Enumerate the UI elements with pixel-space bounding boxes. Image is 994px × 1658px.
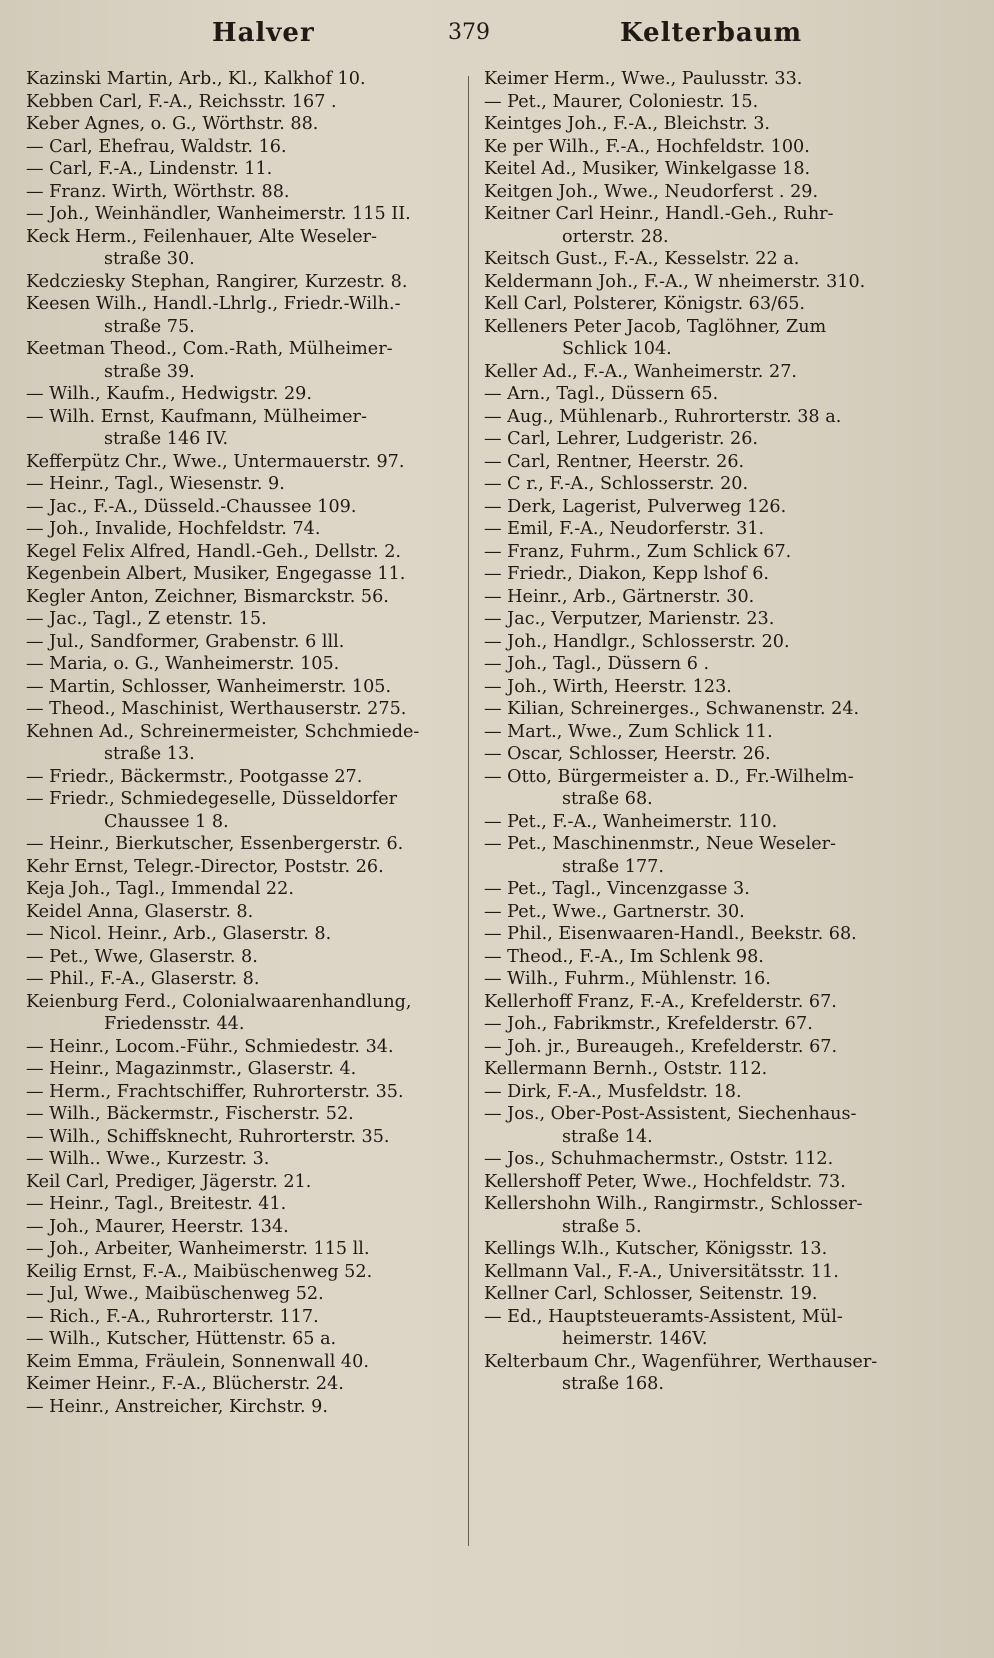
entry-line: — Oscar, Schlosser, Heerstr. 26. [484, 744, 771, 764]
left-column [26, 68, 458, 1418]
directory-entry [26, 1238, 458, 1261]
directory-entry [26, 788, 458, 833]
directory-entry [484, 293, 924, 316]
directory-entry [26, 968, 458, 991]
directory-entry [26, 226, 458, 271]
entry-line: Kelterbaum Chr., Wagenführer, Werthauser- [484, 1351, 878, 1372]
entry-continuation-line: straße 39. [104, 361, 195, 382]
directory-entry [26, 1261, 458, 1284]
entry-line: — Ed., Hauptsteueramts-Assistent, Mül- [484, 1306, 843, 1327]
entry-line: — Joh., Wirth, Heerstr. 123. [484, 676, 732, 697]
entry-line: — Phil., F.-A., Glaserstr. 8. [26, 969, 260, 989]
directory-entry [26, 631, 458, 654]
directory-entry [484, 586, 924, 609]
directory-entry [26, 293, 458, 338]
directory-entry [484, 1103, 924, 1148]
directory-entry [26, 833, 458, 856]
entry-line: — Carl, Lehrer, Ludgeristr. 26. [484, 429, 758, 449]
entry-line: — Otto, Bürgermeister a. D., Fr.-Wilhelm- [484, 766, 854, 787]
entry-line: Keienburg Ferd., Colonialwaarenhandlung, [26, 991, 412, 1012]
directory-entry [484, 1261, 924, 1284]
directory-entry [26, 563, 458, 586]
header-left-keyword: Halver [212, 18, 315, 48]
entry-line: Kellershoff Peter, Wwe., Hochfeldstr. 73. [484, 1171, 846, 1192]
entry-line: Keldermann Joh., F.-A., W nheimerstr. 310. [484, 271, 866, 292]
directory-entry [26, 68, 458, 91]
directory-entry [26, 1328, 458, 1351]
page-header [0, 18, 994, 58]
entry-line: Keber Agnes, o. G., Wörthstr. 88. [26, 114, 319, 134]
directory-entry [484, 901, 924, 924]
directory-entry [26, 878, 458, 901]
directory-entry [484, 158, 924, 181]
entry-line: Keim Emma, Fräulein, Sonnenwall 40. [26, 1351, 369, 1372]
directory-entry [26, 653, 458, 676]
entry-line: Keesen Wilh., Handl.-Lhrlg., Friedr.-Wilh.- [26, 294, 401, 314]
directory-entry [484, 1171, 924, 1194]
entry-line: — Arn., Tagl., Düssern 65. [484, 384, 719, 404]
entry-line: — Joh. jr., Bureaugeh., Krefelderstr. 67. [484, 1036, 838, 1057]
directory-entry [26, 1306, 458, 1329]
entry-line: Keck Herm., Feilenhauer, Alte Weseler- [26, 226, 377, 247]
entry-line: — Heinr., Tagl., Breitestr. 41. [26, 1194, 287, 1214]
entry-line: — Theod., F.-A., Im Schlenk 98. [484, 946, 764, 967]
directory-entry [484, 1238, 924, 1261]
directory-entry [26, 406, 458, 451]
directory-entry [26, 271, 458, 294]
entry-line: Keilig Ernst, F.-A., Maibüschenweg 52. [26, 1261, 373, 1282]
directory-entry [26, 496, 458, 519]
entry-line: — Pet., Wwe., Gartnerstr. 30. [484, 901, 745, 922]
directory-entry [484, 1036, 924, 1059]
entry-line: — Carl, Rentner, Heerstr. 26. [484, 451, 745, 472]
directory-entry [26, 1283, 458, 1306]
entry-line: — Pet., Wwe, Glaserstr. 8. [26, 946, 258, 967]
entry-line: — Heinr., Bierkutscher, Essenbergerstr. 6. [26, 834, 404, 854]
directory-entry [26, 1058, 458, 1081]
entry-line: Keintges Joh., F.-A., Bleichstr. 3. [484, 114, 770, 134]
entry-line: — Wilh., Kaufm., Hedwigstr. 29. [26, 384, 312, 404]
entry-continuation-line: Friedensstr. 44. [104, 1014, 245, 1034]
entry-continuation-line: Chaussee 1 8. [104, 811, 229, 832]
entry-line: — C r., F.-A., Schlosserstr. 20. [484, 474, 749, 494]
directory-entry [26, 338, 458, 383]
entry-continuation-line: straße 30. [104, 249, 195, 269]
entry-continuation-line: straße 75. [104, 316, 195, 337]
directory-entry [26, 136, 458, 159]
directory-entry [484, 428, 924, 451]
directory-entry [484, 451, 924, 474]
entry-line: — Martin, Schlosser, Wanheimerstr. 105. [26, 676, 392, 697]
entry-line: — Joh., Maurer, Heerstr. 134. [26, 1216, 289, 1237]
entry-line: — Maria, o. G., Wanheimerstr. 105. [26, 654, 340, 674]
entry-continuation-line: straße 177. [562, 856, 664, 877]
directory-entry [484, 766, 924, 811]
entry-line: — Jac., F.-A., Düsseld.-Chaussee 109. [26, 496, 357, 517]
entry-line: Keja Joh., Tagl., Immendal 22. [26, 879, 294, 899]
directory-entry [484, 631, 924, 654]
directory-entry [26, 1351, 458, 1374]
entry-line: Kellerhoff Franz, F.-A., Krefelderstr. 67. [484, 991, 837, 1012]
page-number: 379 [448, 20, 490, 45]
entry-line: Keitsch Gust., F.-A., Kesselstr. 22 a. [484, 249, 800, 269]
entry-line: Kehnen Ad., Schreinermeister, Schchmiede- [26, 721, 420, 742]
entry-line: — Mart., Wwe., Zum Schlick 11. [484, 721, 773, 742]
entry-continuation-line: straße 13. [104, 744, 195, 764]
entry-line: — Joh., Invalide, Hochfeldstr. 74. [26, 519, 321, 539]
entry-line: — Wilh., Bäckermstr., Fischerstr. 52. [26, 1104, 354, 1124]
entry-continuation-line: straße 68. [562, 789, 653, 809]
directory-entry [484, 203, 924, 248]
entry-line: Keitner Carl Heinr., Handl.-Geh., Ruhr- [484, 204, 834, 224]
entry-line: — Friedr., Schmiedegeselle, Düsseldorfer [26, 789, 398, 809]
directory-entry [26, 991, 458, 1036]
directory-entry [26, 91, 458, 114]
directory-entry [484, 361, 924, 384]
entry-line: — Wilh. Ernst, Kaufmann, Mülheimer- [26, 406, 367, 427]
directory-entry [26, 158, 458, 181]
directory-entry [484, 541, 924, 564]
entry-line: Kell Carl, Polsterer, Königstr. 63/65. [484, 294, 805, 314]
entry-line: — Friedr., Diakon, Kepp lshof 6. [484, 564, 770, 584]
entry-line: — Phil., Eisenwaaren-Handl., Beekstr. 68. [484, 924, 857, 944]
entry-line: Keimer Heinr., F.-A., Blücherstr. 24. [26, 1374, 344, 1394]
entry-line: Keil Carl, Prediger, Jägerstr. 21. [26, 1171, 312, 1192]
directory-entry [26, 473, 458, 496]
directory-entry [484, 721, 924, 744]
directory-entry [484, 1351, 924, 1396]
entry-line: Keidel Anna, Glaserstr. 8. [26, 901, 254, 922]
directory-entry [26, 383, 458, 406]
directory-entry [484, 406, 924, 429]
directory-entry [26, 1171, 458, 1194]
entry-line: — Heinr., Tagl., Wiesenstr. 9. [26, 474, 285, 494]
entry-line: — Joh., Handlgr., Schlosserstr. 20. [484, 631, 790, 652]
entry-line: — Pet., Tagl., Vincenzgasse 3. [484, 879, 750, 899]
entry-line: — Nicol. Heinr., Arb., Glaserstr. 8. [26, 924, 332, 944]
entry-line: Kehr Ernst, Telegr.-Director, Poststr. 26. [26, 856, 384, 877]
entry-line: Ke per Wilh., F.-A., Hochfeldstr. 100. [484, 136, 810, 157]
directory-entry [26, 586, 458, 609]
entry-line: Kegler Anton, Zeichner, Bismarckstr. 56. [26, 586, 389, 607]
entry-line: — Jul, Wwe., Maibüschenweg 52. [26, 1284, 324, 1304]
directory-entry [484, 653, 924, 676]
entry-line: — Pet., F.-A., Wanheimerstr. 110. [484, 811, 778, 832]
directory-entry [484, 383, 924, 406]
entry-continuation-line: straße 14. [562, 1126, 653, 1147]
entry-line: Keetman Theod., Com.-Rath, Mülheimer- [26, 339, 393, 359]
entry-line: Kegenbein Albert, Musiker, Engegasse 11. [26, 564, 406, 584]
directory-entry [484, 1013, 924, 1036]
directory-entry [26, 1126, 458, 1149]
entry-line: — Jos., Ober-Post-Assistent, Siechenhaus- [484, 1104, 857, 1124]
entry-line: — Kilian, Schreinerges., Schwanenstr. 24. [484, 699, 860, 719]
entry-continuation-line: heimerstr. 146V. [562, 1329, 708, 1349]
directory-entry [26, 1193, 458, 1216]
directory-entry [484, 563, 924, 586]
entry-line: — Jac., Verputzer, Marienstr. 23. [484, 609, 775, 629]
directory-entry [484, 181, 924, 204]
directory-entry [484, 1081, 924, 1104]
entry-line: Kegel Felix Alfred, Handl.-Geh., Dellstr. 2. [26, 541, 401, 562]
entry-line: Keitgen Joh., Wwe., Neudorferst . 29. [484, 181, 819, 202]
directory-entry [26, 923, 458, 946]
directory-entry [484, 743, 924, 766]
directory-entry [26, 721, 458, 766]
directory-entry [484, 968, 924, 991]
directory-entry [26, 901, 458, 924]
entry-line: — Jos., Schuhmachermstr., Oststr. 112. [484, 1149, 834, 1169]
directory-entry [484, 113, 924, 136]
entry-line: — Joh., Fabrikmstr., Krefelderstr. 67. [484, 1014, 813, 1034]
directory-entry [26, 1036, 458, 1059]
header-right-keyword: Kelterbaum [620, 18, 803, 48]
entry-line: — Aug., Mühlenarb., Ruhrorterstr. 38 a. [484, 406, 842, 427]
entry-line: — Dirk, F.-A., Musfeldstr. 18. [484, 1081, 742, 1102]
entry-line: — Heinr., Arb., Gärtnerstr. 30. [484, 586, 755, 607]
directory-entry [484, 316, 924, 361]
entry-line: Keimer Herm., Wwe., Paulusstr. 33. [484, 69, 803, 89]
directory-entry [484, 136, 924, 159]
entry-line: — Wilh., Kutscher, Hüttenstr. 65 a. [26, 1329, 337, 1349]
directory-entry [26, 1216, 458, 1239]
entry-line: — Pet., Maschinenmstr., Neue Weseler- [484, 834, 836, 854]
directory-entry [26, 518, 458, 541]
directory-entry [484, 91, 924, 114]
directory-entry [484, 811, 924, 834]
entry-line: Kefferpütz Chr., Wwe., Untermauerstr. 97. [26, 451, 405, 472]
directory-entry [26, 766, 458, 789]
directory-entry [26, 946, 458, 969]
entry-line: — Carl, F.-A., Lindenstr. 11. [26, 159, 273, 179]
directory-entry [484, 1193, 924, 1238]
entry-line: — Jul., Sandformer, Grabenstr. 6 lll. [26, 631, 345, 652]
entry-continuation-line: straße 168. [562, 1374, 664, 1394]
entry-line: Kelleners Peter Jacob, Taglöhner, Zum [484, 316, 827, 337]
directory-entry [26, 1373, 458, 1396]
directory-entry [484, 68, 924, 91]
directory-entry [26, 113, 458, 136]
entry-line: — Herm., Frachtschiffer, Ruhrorterstr. 35. [26, 1081, 404, 1102]
directory-entry [484, 923, 924, 946]
directory-entry [26, 203, 458, 226]
entry-line: Kellings W.lh., Kutscher, Königsstr. 13. [484, 1239, 828, 1259]
directory-entry [26, 541, 458, 564]
directory-entry [26, 608, 458, 631]
entry-line: — Rich., F.-A., Ruhrorterstr. 117. [26, 1306, 319, 1327]
entry-line: — Friedr., Bäckermstr., Pootgasse 27. [26, 766, 363, 787]
entry-line: Kellermann Bernh., Oststr. 112. [484, 1059, 768, 1079]
entry-continuation-line: straße 5. [562, 1216, 642, 1237]
entry-line: — Theod., Maschinist, Werthauserstr. 275. [26, 699, 407, 719]
directory-entry [484, 833, 924, 878]
entry-line: Kellmann Val., F.-A., Universitätsstr. 11. [484, 1261, 839, 1282]
entry-line: — Joh., Tagl., Düssern 6 . [484, 654, 710, 674]
entry-continuation-line: Schlick 104. [562, 339, 672, 359]
entry-line: — Derk, Lagerist, Pulverweg 126. [484, 496, 787, 517]
directory-entry [484, 1058, 924, 1081]
entry-line: — Franz, Fuhrm., Zum Schlick 67. [484, 541, 792, 562]
entry-line: — Heinr., Anstreicher, Kirchstr. 9. [26, 1396, 328, 1417]
directory-entry [26, 1148, 458, 1171]
entry-line: — Emil, F.-A., Neudorferstr. 31. [484, 519, 765, 539]
entry-continuation-line: orterstr. 28. [562, 226, 669, 247]
entry-line: Kellner Carl, Schlosser, Seitenstr. 19. [484, 1284, 818, 1304]
entry-line: — Jac., Tagl., Z etenstr. 15. [26, 609, 267, 629]
entry-line: — Heinr., Locom.-Führ., Schmiedestr. 34. [26, 1036, 394, 1057]
right-column [484, 68, 924, 1396]
directory-entry [26, 1396, 458, 1419]
directory-entry [26, 856, 458, 879]
directory-entry [26, 181, 458, 204]
directory-entry [26, 451, 458, 474]
directory-entry [484, 1283, 924, 1306]
directory-entry [26, 676, 458, 699]
entry-line: — Joh., Arbeiter, Wanheimerstr. 115 ll. [26, 1239, 370, 1259]
directory-entry [484, 991, 924, 1014]
directory-entry [26, 698, 458, 721]
directory-entry [484, 946, 924, 969]
directory-entry [484, 496, 924, 519]
entry-line: Kedcziesky Stephan, Rangirer, Kurzestr. 8. [26, 271, 408, 292]
directory-entry [484, 1148, 924, 1171]
entry-line: — Wilh., Fuhrm., Mühlenstr. 16. [484, 969, 771, 989]
entry-line: — Pet., Maurer, Coloniestr. 15. [484, 91, 759, 112]
directory-entry [484, 248, 924, 271]
directory-entry [484, 878, 924, 901]
directory-entry [484, 473, 924, 496]
entry-line: — Joh., Weinhändler, Wanheimerstr. 115 II. [26, 204, 411, 224]
entry-line: — Heinr., Magazinmstr., Glaserstr. 4. [26, 1059, 357, 1079]
directory-entry [484, 518, 924, 541]
entry-continuation-line: straße 146 IV. [104, 429, 229, 449]
entry-line: Keller Ad., F.-A., Wanheimerstr. 27. [484, 361, 797, 382]
entry-line: — Wilh., Schiffsknecht, Ruhrorterstr. 35. [26, 1126, 390, 1147]
entry-line: Kellershohn Wilh., Rangirmstr., Schlosser- [484, 1194, 863, 1214]
directory-entry [484, 676, 924, 699]
entry-line: — Carl, Ehefrau, Waldstr. 16. [26, 136, 287, 157]
directory-entry [484, 608, 924, 631]
directory-entry [26, 1081, 458, 1104]
entry-line: Keitel Ad., Musiker, Winkelgasse 18. [484, 159, 811, 179]
entry-line: Kazinski Martin, Arb., Kl., Kalkhof 10. [26, 69, 366, 89]
entry-line: — Franz. Wirth, Wörthstr. 88. [26, 181, 290, 202]
directory-entry [484, 1306, 924, 1351]
directory-entry [484, 271, 924, 294]
entry-line: — Wilh.. Wwe., Kurzestr. 3. [26, 1149, 270, 1169]
column-divider [468, 76, 469, 1546]
entry-line: Kebben Carl, F.-A., Reichsstr. 167 . [26, 91, 337, 112]
directory-entry [484, 698, 924, 721]
directory-entry [26, 1103, 458, 1126]
